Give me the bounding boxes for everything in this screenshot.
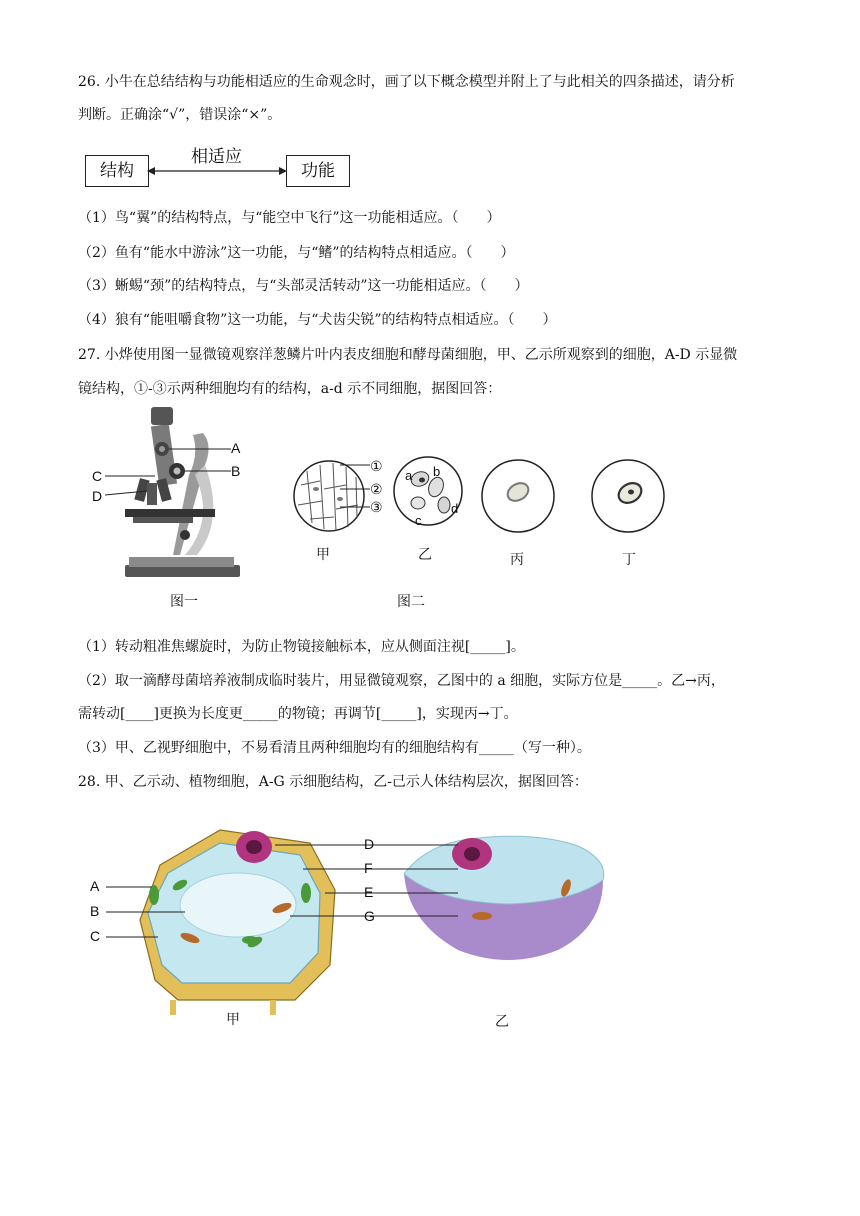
label-f: F xyxy=(364,860,373,876)
model-arrow-label: 相适应 xyxy=(191,147,242,166)
microscope-label-a: A xyxy=(231,440,241,456)
label-d: D xyxy=(364,836,375,852)
marker-3: ③ xyxy=(370,500,383,516)
marker-2: ② xyxy=(370,482,383,498)
caption-plant-cell: 甲 xyxy=(226,1012,240,1028)
caption-bing: 丙 xyxy=(510,552,524,568)
caption-yi: 乙 xyxy=(418,547,432,563)
cell-label-b: b xyxy=(433,464,441,479)
q26-item-1: （1）鸟“翼”的结构特点，与“能空中飞行”这一功能相适应。（ ） xyxy=(78,210,501,226)
field-ding xyxy=(590,458,666,534)
q27-sub3: （3）甲、乙视野细胞中，不易看清且两种细胞均有的细胞结构有_____（写一种）。 xyxy=(78,740,591,756)
model-function-box: 功能 xyxy=(286,155,350,187)
figure1-caption: 图一 xyxy=(170,594,198,610)
cell-label-a: a xyxy=(405,468,413,483)
model-structure-box: 结构 xyxy=(85,155,149,187)
q28-line1: 28. 甲、乙示动、植物细胞，A-G 示细胞结构，乙-己示人体结构层次，据图回答： xyxy=(78,774,588,790)
q27-sub2-line1: （2）取一滴酵母菌培养液制成临时装片，用显微镜观察，乙图中的 a 细胞，实际方位是_____。乙→丙， xyxy=(78,673,725,689)
microscope-label-c: C xyxy=(92,468,103,484)
q26-line1: 26. 小牛在总结结构与功能相适应的生命观念时，画了以下概念模型并附上了与此相关的四条描述，请分析 xyxy=(78,74,735,90)
q26-item-3: （3）蜥蜴“颈”的结构特点，与“头部灵活转动”这一功能相适应。（ ） xyxy=(78,278,529,294)
q27-line1: 27. 小烨使用图一显微镜观察洋葱鳞片叶内表皮细胞和酵母菌细胞，甲、乙示所观察到的细胞，A-D 示显微 xyxy=(78,347,738,363)
caption-ding: 丁 xyxy=(622,552,636,568)
label-b: B xyxy=(90,903,100,919)
field-bing xyxy=(480,458,556,534)
cell-label-c: c xyxy=(415,513,422,528)
q27-line2: 镜结构，①-③示两种细胞均有的结构，a-d 示不同细胞，据图回答： xyxy=(78,381,502,397)
q28-leader-lines xyxy=(100,835,480,945)
figure2-caption: 图二 xyxy=(397,594,425,610)
microscope-label-b: B xyxy=(231,463,241,479)
microscope-figure xyxy=(85,405,260,580)
caption-animal-cell: 乙 xyxy=(495,1014,509,1030)
q27-sub2-line2: 需转动[____]更换为长度更_____的物镜；再调节[_____]，实现丙→丁。 xyxy=(78,706,518,722)
q27-sub1: （1）转动粗准焦螺旋时，为防止物镜接触标本，应从侧面注视[_____]。 xyxy=(78,639,525,655)
label-c: C xyxy=(90,928,101,944)
label-a: A xyxy=(90,878,100,894)
double-arrow-icon xyxy=(147,163,287,179)
marker-1: ① xyxy=(370,459,383,475)
caption-jia: 甲 xyxy=(316,547,330,563)
q26-item-2: （2）鱼有“能水中游泳”这一功能，与“鳍”的结构特点相适应。（ ） xyxy=(78,245,515,261)
microscope-label-d: D xyxy=(92,488,103,504)
label-g: G xyxy=(364,908,375,924)
cell-label-d: d xyxy=(451,501,459,516)
label-e: E xyxy=(364,884,374,900)
q26-item-4: （4）狼有“能咀嚼食物”这一功能，与“犬齿尖锐”的结构特点相适应。（ ） xyxy=(78,312,557,328)
q26-line2: 判断。正确涂“√”，错误涂“×”。 xyxy=(78,107,282,123)
